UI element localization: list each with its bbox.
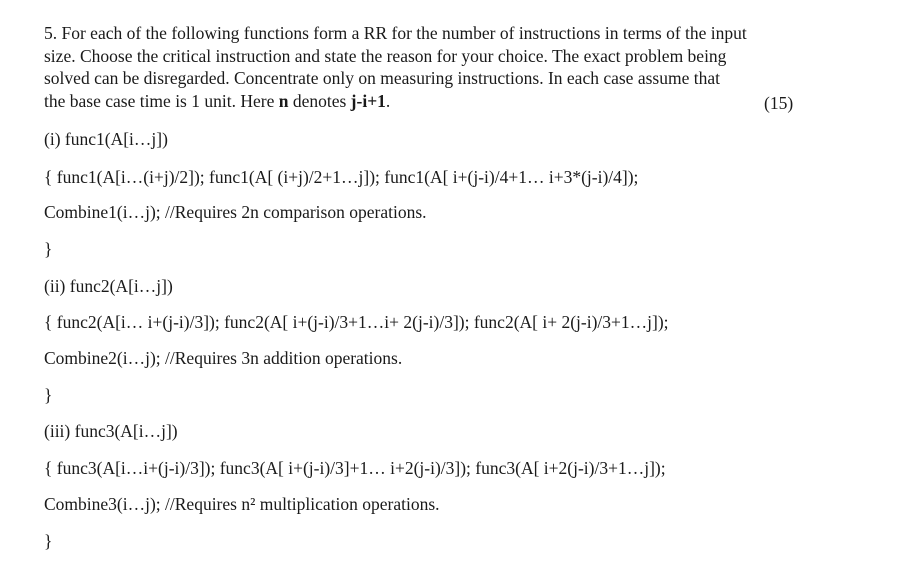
question-line: solved can be disregarded. Concentrate only on measuring instructions. In each case assume that	[44, 68, 720, 88]
closing-brace: }	[44, 385, 53, 405]
n-variable: n	[278, 91, 289, 111]
question-line: 5. For each of the following functions form a RR for the number of instructions in terms of the input	[44, 23, 747, 43]
closing-brace: }	[44, 531, 53, 551]
question-line	[44, 90, 390, 112]
text: the base case time is 1 unit. Here	[44, 91, 279, 111]
part-body: { func1(A[i…(i+j)/2]); func1(A[ (i+j)/2+1…j]); func1(A[ i+(j-i)/4+1… i+3*(j-i)/4]);	[44, 167, 639, 187]
question-line: size. Choose the critical instruction and state the reason for your choice. The exact problem being	[44, 46, 727, 66]
closing-brace: }	[44, 239, 53, 259]
text: denotes	[288, 91, 351, 111]
n-expression: j-i+1	[350, 91, 386, 111]
part-combine: Combine1(i…j); //Requires 2n comparison operations.	[44, 202, 427, 222]
part-header: (i) func1(A[i…j])	[44, 129, 168, 149]
part-header: (iii) func3(A[i…j])	[44, 421, 178, 441]
part-body: { func2(A[i… i+(j-i)/3]); func2(A[ i+(j-i)/3+1…i+ 2(j-i)/3]); func2(A[ i+ 2(j-i)/3+1…j]);	[44, 312, 669, 332]
part-combine: Combine2(i…j); //Requires 3n addition operations.	[44, 348, 403, 368]
text: .	[385, 91, 391, 111]
part-body: { func3(A[i…i+(j-i)/3]); func3(A[ i+(j-i)/3]+1… i+2(j-i)/3]); func3(A[ i+2(j-i)/3+1…j]);	[44, 458, 666, 478]
part-header: (ii) func2(A[i…j])	[44, 276, 173, 296]
marks: (15)	[764, 93, 794, 113]
part-combine: Combine3(i…j); //Requires n² multiplication operations.	[44, 494, 440, 514]
